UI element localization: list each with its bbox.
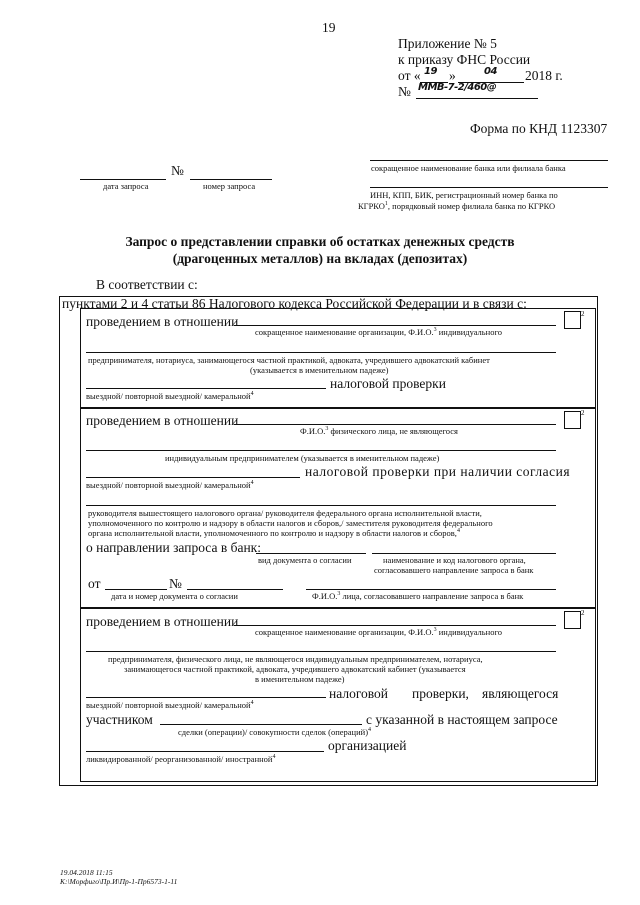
section-3-audit-types: выездной/ повторной выездной/ камеральной$^4$ <box>86 700 254 710</box>
section-3-caption-2: предпринимателя, физического лица, не являющегося индивидуальным предпринимателем, нотариуса, <box>108 654 483 664</box>
section-2-doc-date-caption: дата и номер документа о согласии <box>111 591 238 601</box>
order-number-label: № <box>398 84 411 99</box>
in-accordance-label: В соответствии с: <box>96 277 198 292</box>
section-3-org-types: ликвидированной/ реорганизованной/ иностранной$^4$ <box>86 754 276 764</box>
footer-timestamp: 19.04.2018 11:15 <box>60 868 113 877</box>
form-code: Форма по КНД 1123307 <box>470 121 608 136</box>
section-1-audit-types: выездной/ повторной выездной/ камеральной$^4$ <box>86 391 254 401</box>
order-year: 2018 г. <box>525 68 563 83</box>
section-3-being: являющегося <box>482 686 559 701</box>
section-1-caption-3: (указывается в именительном падеже) <box>250 365 389 375</box>
request-number-caption: номер запроса <box>203 181 256 191</box>
section-3-with-request: с указанной в настоящем запросе <box>366 712 558 727</box>
section-3-tax: налоговой <box>329 686 389 701</box>
section-1-conducting: проведением в отношении <box>86 314 239 329</box>
order-day: 19 <box>424 66 437 77</box>
section-3-participant: участником <box>86 712 153 727</box>
section-3-checkbox[interactable] <box>564 611 581 629</box>
section-3-organization: организацией <box>328 738 407 753</box>
bank-ids-caption-1: ИНН, КПП, БИК, регистрационный номер банка по <box>370 190 558 200</box>
section-2-audit-types: выездной/ повторной выездной/ камеральной$^4$ <box>86 480 254 490</box>
section-1-caption-2: предпринимателя, нотариуса, занимающегося частной практикой, адвоката, учредившего адвокатский кабинет <box>88 355 490 365</box>
section-2-caption-6: органа исполнительной власти, уполномоченного по контролю и надзору в области налогов и сборов,$^4$ <box>88 528 460 538</box>
legal-basis: пунктами 2 и 4 статьи 86 Налогового кодекса Российской Федерации и в связи с: <box>62 296 527 311</box>
bank-ids-caption-2: КГРКО$^1$, порядковый номер филиала банка по КГРКО <box>358 201 556 211</box>
order-reference: к приказу ФНС России <box>398 52 531 67</box>
section-2-caption-1: Ф.И.О.$^3$ физического лица, не являющегося <box>300 426 458 436</box>
section-3-caption-1: сокращенное наименование организации, Ф.И.О.$^3$ индивидуального <box>255 627 503 637</box>
order-month: 04 <box>484 66 497 77</box>
section-1-tax-audit: налоговой проверки <box>330 376 446 391</box>
page-number: 19 <box>322 20 336 35</box>
order-number: ММВ-7-2/460@ <box>418 82 497 93</box>
section-2-from-label: от <box>88 576 101 591</box>
document-title-line-1: Запрос о представлении справки об остатках денежных средств <box>125 234 515 249</box>
section-3-conducting: проведением в отношении <box>86 614 239 629</box>
section-2-doc-type-caption: вид документа о согласии <box>258 555 352 565</box>
section-2-caption-4: руководителя вышестоящего налогового органа/ руководителя федерального органа исполнительной власти, <box>88 508 482 518</box>
request-number-label: № <box>171 163 184 178</box>
section-2-checkbox[interactable] <box>564 411 581 429</box>
section-2-tax-authority-caption-1: наименование и код налогового органа, <box>383 555 526 565</box>
order-date-prefix: от « <box>398 68 421 83</box>
section-2-no-label: № <box>169 576 182 591</box>
section-3-deals-caption: сделки (операции)/ совокупности сделок (операций)$^4$ <box>178 727 372 737</box>
section-2-caption-5: уполномоченного по контролю и надзору в области налогов и сборов,/ заместителя руководителя федерального <box>88 518 493 528</box>
document-title-line-2: (драгоценных металлов) на вкладах (депозитах) <box>172 251 468 266</box>
section-2-caption-2: индивидуальным предпринимателем (указывается в именительном падеже) <box>165 453 440 463</box>
appendix-label: Приложение № 5 <box>398 36 497 51</box>
request-date-caption: дата запроса <box>103 181 149 191</box>
section-3-audit: проверки, <box>412 686 469 701</box>
bank-name-caption: сокращенное наименование банка или филиала банка <box>371 163 566 173</box>
section-2-tax-authority-caption-2: согласовавшего направление запроса в банк <box>374 565 534 575</box>
footer-file-path: К:\Морфиго\Пр.И\Пр-1-Пр6573-1-11 <box>60 877 178 886</box>
section-3-caption-3: занимающегося частной практикой, адвоката, учредившего адвокатский кабинет (указывается <box>124 664 466 674</box>
section-2-tax-audit-consent: налоговой проверки при наличии согласия <box>305 464 571 479</box>
section-1-checkbox[interactable] <box>564 311 581 329</box>
section-1-caption-1: сокращенное наименование организации, Ф.И.О.$^3$ индивидуального <box>255 327 503 337</box>
section-2-conducting: проведением в отношении <box>86 413 239 428</box>
section-2-direction: о направлении запроса в банк: <box>86 540 261 555</box>
section-3-caption-4: в именительном падеже) <box>255 674 345 684</box>
section-2-person-caption: Ф.И.О.$^3$ лица, согласовавшего направление запроса в банк <box>312 591 524 601</box>
